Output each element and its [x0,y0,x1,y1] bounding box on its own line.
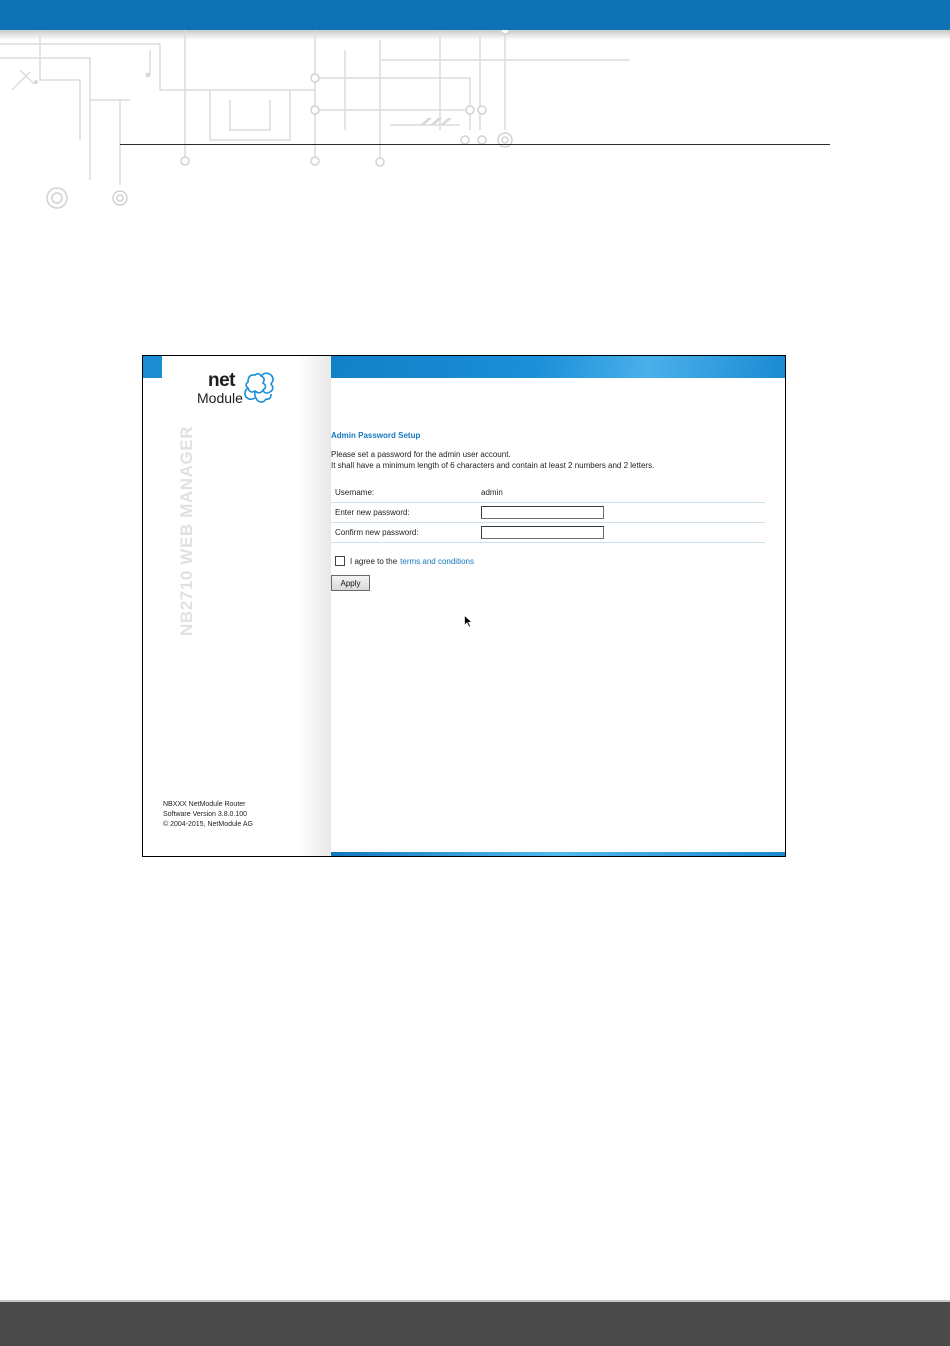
username-row [331,483,765,503]
puzzle-icon [242,370,278,406]
apply-button[interactable]: Apply [331,575,370,591]
confirm-password-label: Confirm new password: [331,523,477,543]
footer-product-line: NBXXX NetModule Router [163,801,246,808]
terms-link[interactable]: terms and conditions [400,556,474,566]
confirm-password-row [331,523,765,543]
footer-copyright-line: © 2004-2015, NetModule AG [163,821,253,828]
credentials-table [331,483,765,543]
confirm-password-input[interactable] [481,526,604,539]
new-password-label: Enter new password: [331,503,477,523]
password-setup-form [331,431,771,591]
bottom-banner [331,852,785,856]
description-line-2: It shall have a minimum length of 6 characters and contain at least 2 numbers and 2 letters. [331,461,655,470]
document-top-bar [0,0,950,30]
circuit-pattern-decoration [0,30,700,220]
username-value: admin [477,483,765,503]
sidebar-footer [163,800,253,830]
header-banner [331,356,785,378]
document-footer-bar [0,1300,950,1346]
footer-version-line: Software Version 3.8.0.100 [163,811,248,818]
description-line-1: Please set a password for the admin user account. [331,450,511,459]
username-label: Username: [331,483,477,503]
mouse-pointer-icon [464,615,473,628]
header-divider-line [120,144,830,145]
logo-word-module: Module [197,390,243,406]
form-title: Admin Password Setup [331,431,421,440]
form-description [331,449,771,471]
router-login-screenshot [142,355,786,857]
logo-word-net: net [208,370,235,391]
agree-checkbox[interactable] [335,556,345,566]
new-password-row [331,503,765,523]
new-password-input[interactable] [481,506,604,519]
sidebar [143,356,331,856]
sidebar-top-tab [143,356,162,378]
agree-text: I agree to the [350,556,398,566]
netmodule-logo [195,370,281,410]
product-vertical-title: NB2710 WEB MANAGER [177,425,196,636]
terms-agreement [331,556,771,566]
